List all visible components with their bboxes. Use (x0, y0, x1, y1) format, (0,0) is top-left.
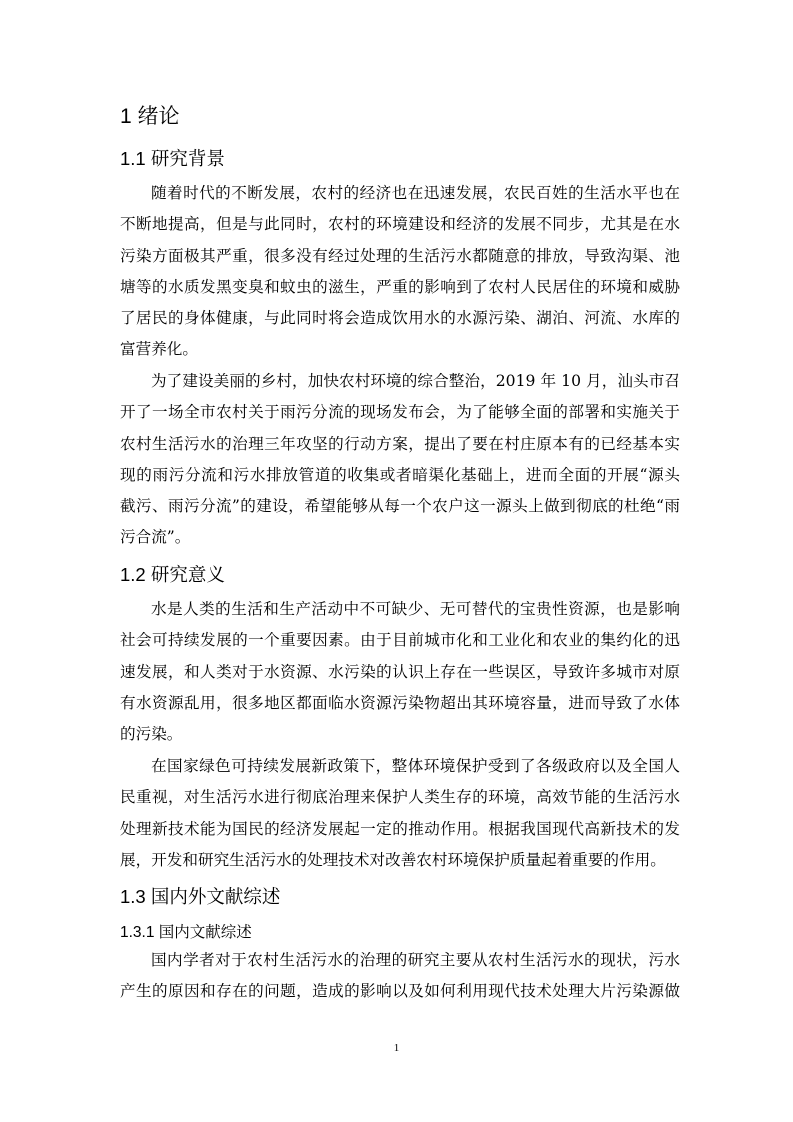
paragraph-background-1 (120, 178, 680, 366)
text-line: 现的雨污分流和污水排放管道的收集或者暗渠化基础上，进而全面的开展“源头 (120, 465, 680, 484)
text-line: 农村生活污水的治理三年攻坚的行动方案，提出了要在村庄原本有的已经基本实 (120, 434, 680, 453)
paragraph-significance-1 (120, 594, 680, 750)
section-title-literature-review: 1.3 国内外文献综述 (120, 886, 281, 907)
text-line: 有水资源乱用，很多地区都面临水资源污染物超出其环境容量，进而导致了水体 (120, 693, 680, 712)
text-line: 处理新技术能为国民的经济发展起一定的推动作用。根据我国现代高新技术的发 (120, 819, 680, 838)
text-line: 随着时代的不断发展，农村的经济也在迅速发展，农民百姓的生活水平也在 (151, 184, 680, 202)
text-line: 污染方面极其严重，很多没有经过处理的生活污水都随意的排放，导致沟渠、池 (120, 246, 680, 265)
text-line: 污合流”。 (120, 528, 191, 547)
subsection-title-domestic-literature: 1.3.1 国内文献综述 (120, 924, 252, 941)
text-line: 不断地提高，但是与此同时，农村的环境建设和经济的发展不同步，尤其是在水 (120, 215, 680, 234)
text-line: 了居民的身体健康，与此同时将会造成饮用水的水源污染、湖泊、河流、水库的 (120, 309, 680, 328)
text-line: 社会可持续发展的一个重要因素。由于目前城市化和工业化和农业的集约化的迅 (120, 631, 680, 650)
text-line: 民重视，对生活污水进行彻底治理来保护人类生存的环境，高效节能的生活污水 (120, 788, 680, 807)
page-number: 1 (393, 1042, 400, 1054)
text-line: 速发展，和人类对于水资源、水污染的认识上存在一些误区，导致许多城市对原 (120, 662, 680, 681)
text-line: 塘等的水质发黑变臭和蚊虫的滋生，严重的影响到了农村人民居住的环境和威胁 (120, 277, 680, 296)
paragraph-domestic-literature (120, 945, 680, 1008)
text-line: 的污染。 (120, 725, 183, 744)
text-line: 展，开发和研究生活污水的处理技术对改善农村环境保护质量起着重要的作用。 (120, 850, 666, 869)
section-title-significance: 1.2 研究意义 (120, 564, 225, 585)
text-line: 产生的原因和存在的问题，造成的影响以及如何利用现代技术处理大片污染源做 (120, 982, 680, 1001)
text-line: 富营养化。 (120, 340, 198, 359)
paragraph-background-2 (120, 366, 680, 554)
text-line: 为了建设美丽的乡村，加快农村环境的综合整治，2019 年 10 月，汕头市召 (151, 372, 680, 390)
section-title-background: 1.1 研究背景 (120, 148, 225, 169)
text-line: 在国家绿色可持续发展新政策下，整体环境保护受到了各级政府以及全国人 (151, 757, 680, 775)
chapter-title: 1 绪论 (120, 105, 180, 128)
text-line: 截污、雨污分流”的建设，希望能够从每一个农户这一源头上做到彻底的杜绝“雨 (120, 497, 680, 516)
text-line: 开了一场全市农村关于雨污分流的现场发布会，为了能够全面的部署和实施关于 (120, 403, 680, 422)
text-line: 水是人类的生活和生产活动中不可缺少、无可替代的宝贵性资源，也是影响 (151, 600, 680, 618)
text-line: 国内学者对于农村生活污水的治理的研究主要从农村生活污水的现状，污水 (151, 951, 680, 969)
paragraph-significance-2 (120, 751, 680, 876)
